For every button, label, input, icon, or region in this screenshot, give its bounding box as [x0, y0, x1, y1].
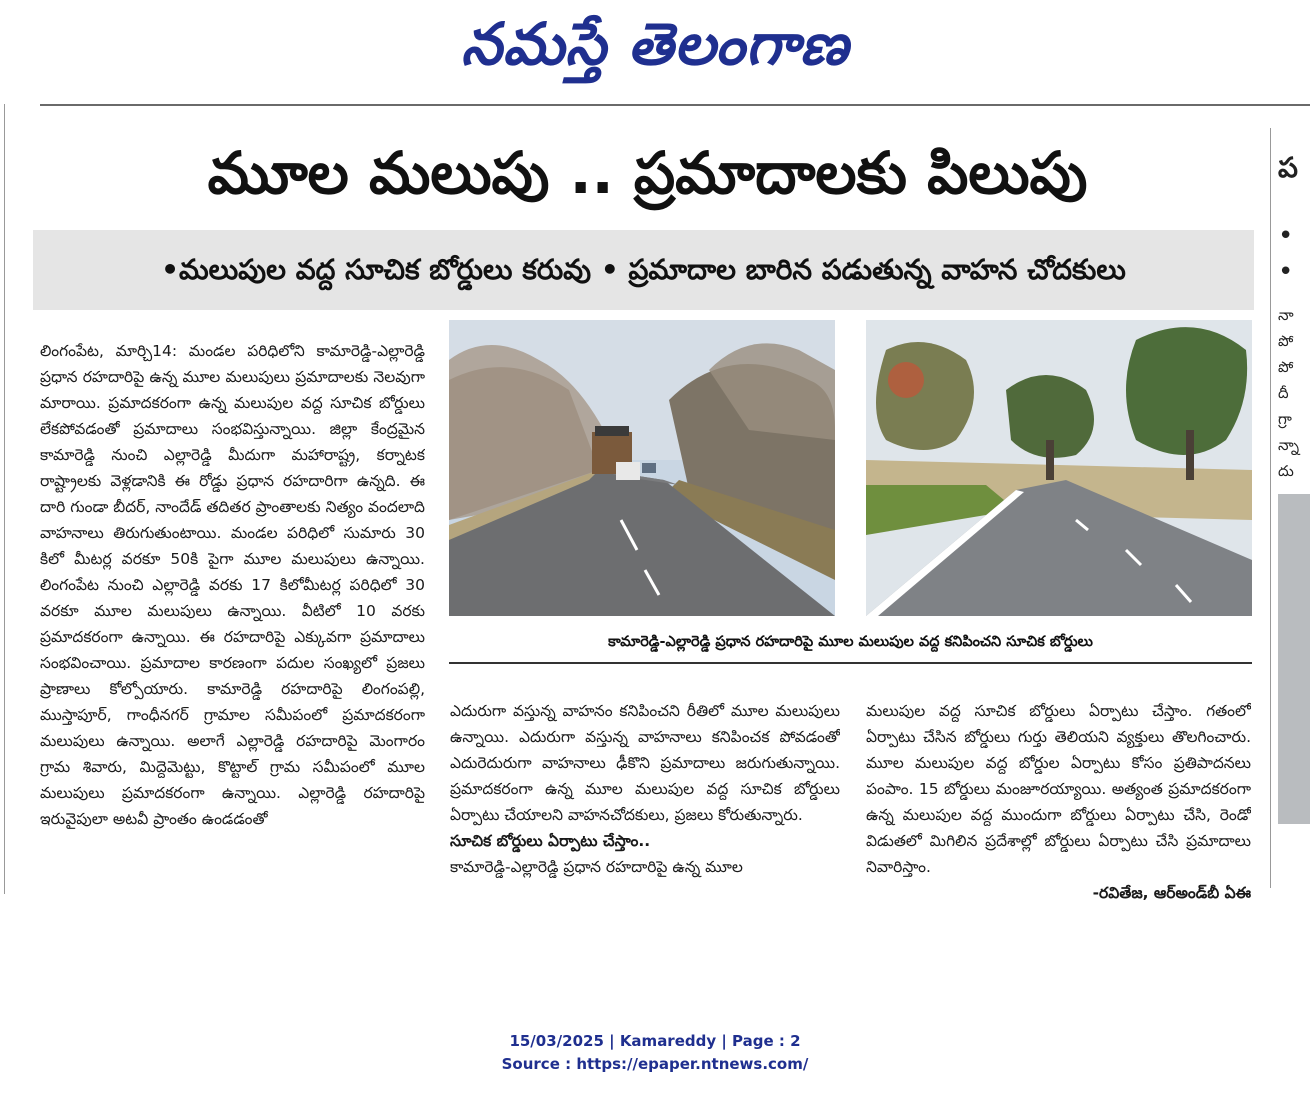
- column-3-text: మలుపుల వద్ద సూచిక బోర్డులు ఏర్పాటు చేస్తాం. గతంలో ఏర్పాటు చేసిన బోర్డులు గుర్తు తెలియని వ్యక్తులు తొలగించారు. మూల మలుపుల వద్ద బోర్డుల ఏర్పాటు కోసం ప్రతిపాదనలు పంపాం. 15 బోర్డులు మంజూరయ్యాయి. అత్యంత ప్రమాదకరంగా ఉన్న మలుపుల వద్ద ముందుగా బోర్డులు ఏర్పాటు చేసి, రెండో విడుతలో మిగిలిన ప్రదేశాల్లో బోర్డులు ఏర్పాటు చేసి ప్రమాదాలు నివారిస్తాం.: [866, 702, 1251, 876]
- column-1-text: లింగంపేట, మార్చి14: మండల పరిధిలోని కామారెడ్డి-ఎల్లారెడ్డి ప్రధాన రహదారిపై ఉన్న మూల మలుపులు ప్రమాదాలకు నెలవుగా మారాయి. ప్రమాదకరంగా ఉన్న మలుపుల వద్ద సూచిక బోర్డులు లేకపోవడంతో ప్రమాదాలు సంభవిస్తున్నాయి. జిల్లా కేంద్రమైన కామారెడ్డి నుంచి ఎల్లారెడ్డి మీదుగా మహారాష్ట్ర, కర్నాటక రాష్ట్రాలకు వెళ్లడానికి ఈ రోడ్డు ప్రధాన రహదారిగా ఉన్నది. ఈ దారి గుండా బీదర్, నాందేడ్ తదితర ప్రాంతాలకు నిత్యం వందలాది వాహనాలు తిరుగుతుంటాయి. మండల పరిధిలో సుమారు 30 కిలో మీటర్ల వరకూ 50కి పైగా మూల మలుపులు ఉన్నాయి. లింగంపేట నుంచి ఎల్లారెడ్డి వరకు 17 కిలోమీటర్ల పరిధిలో 30 వరకూ మూల మలుపులు ఉన్నాయి. వీటిలో 10 వరకు ప్రమాదకరంగా ఉన్నాయి. ఈ రహదారిపై ఎక్కువగా ప్రమాదాలు సంభవించాయి. ప్రమాదాల కారణంగా పదుల సంఖ్యలో ప్రజలు ప్రాణాలు కోల్పోయారు. కామారెడ్డి రహదారిపై లింగంపల్లి, ముస్తాపూర్, గాంధీనగర్ గ్రామాల సమీపంలో ప్రమాదకరంగా మలుపులు ఉన్నాయి. అలాగే ఎల్లారెడ్డి రహదారిపై మెంగారం గ్రామ శివారు, మిద్దెమెట్టు, కొట్టాల్ గ్రామ సమీపంలో మూల మలుపులు ప్రమాదకరంగా ఉన్నాయి. ఎల్లారెడ్డి రహదారిపై ఇరువైపులా అటవీ ప్రాంతం ఉండడంతో: [40, 342, 425, 828]
- edge-fragment: న్నా: [1278, 436, 1300, 454]
- edge-fragment: నా: [1278, 306, 1294, 324]
- edge-photo-fragment: [1278, 494, 1310, 824]
- edge-fragment: గ్రా: [1278, 410, 1292, 428]
- edge-fragment: •: [1278, 257, 1294, 287]
- column-2-tail: కామారెడ్డి-ఎల్లారెడ్డి ప్రధాన రహదారిపై ఉన్న మూల: [450, 858, 743, 876]
- official-signature: -రవితేజ, ఆర్అండ్‌బీ ఏఈ: [1092, 884, 1251, 902]
- photo-caption: కామారెడ్డి-ఎల్లారెడ్డి ప్రధాన రహదారిపై మూల మలుపుల వద్ద కనిపించని సూచిక బోర్డులు: [449, 624, 1252, 664]
- page-footer: [0, 1030, 1310, 1076]
- article-column-1: [40, 338, 425, 918]
- article-subheadline: •మలుపుల వద్ద సూచిక బోర్డులు కరువు • ప్రమాదాల బారిన పడుతున్న వాహన చోదకులు: [161, 253, 1126, 286]
- edge-fragment: పో: [1278, 358, 1294, 376]
- newspaper-masthead: నమస్తే తెలంగాణ: [461, 10, 849, 78]
- right-column-rule: [1270, 128, 1271, 888]
- article-column-3: [866, 698, 1251, 918]
- footer-source-line: Source : https://epaper.ntnews.com/: [501, 1055, 809, 1073]
- edge-fragment: దీ: [1278, 384, 1289, 402]
- edge-fragment: •: [1278, 221, 1294, 251]
- column-2-subtitle: సూచిక బోర్డులు ఏర్పాటు చేస్తాం..: [450, 832, 651, 850]
- road-photo-left: [449, 320, 835, 616]
- edge-fragment: పో: [1278, 332, 1294, 350]
- road-photo-right-image: [866, 320, 1252, 616]
- adjacent-article-fragment: [1278, 128, 1310, 898]
- article-headline: మూల మలుపు .. ప్రమాదాలకు పిలుపు: [207, 139, 1088, 207]
- road-photo-left-image: [449, 320, 835, 616]
- masthead-rule: [40, 104, 1310, 106]
- road-photo-right: [866, 320, 1252, 616]
- footer-edition-line: 15/03/2025 | Kamareddy | Page : 2: [509, 1032, 801, 1050]
- edge-fragment: దు: [1278, 462, 1294, 480]
- column-2-text: ఎదురుగా వస్తున్న వాహనం కనిపించని రీతిలో మూల మలుపులు ఉన్నాయి. ఎదురుగా వస్తున్న వాహనాలు కనిపించక పోవడంతో ఎదురెదురుగా వాహనాలు ఢీకొని ప్రమాదాలు జరుగుతున్నాయి. ప్రమాదకరంగా ఉన్న మూల మలుపుల వద్ద సూచిక బోర్డులు ఏర్పాటు చేయాలని వాహనచోదకులు, ప్రజలు కోరుతున్నారు.: [450, 702, 840, 824]
- article-column-2: [450, 698, 840, 918]
- left-column-rule: [4, 104, 5, 894]
- edge-fragment: ప: [1278, 151, 1298, 184]
